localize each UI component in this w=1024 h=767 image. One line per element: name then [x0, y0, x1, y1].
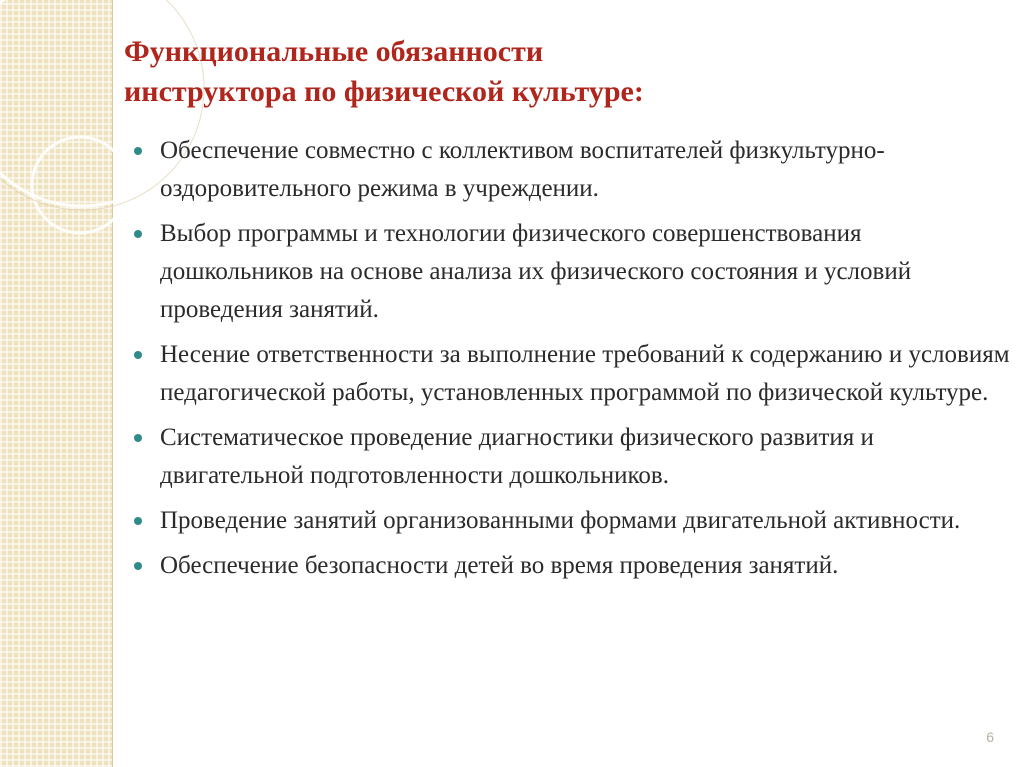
bullet-dot-icon	[134, 517, 142, 525]
bullet-text: Выбор программы и технологии физического совершенствования дошкольников на основе анализа их физического состояния и условий проведения занятий.	[160, 220, 912, 323]
bullet-dot-icon	[134, 230, 142, 238]
page-number: 6	[986, 729, 994, 745]
bullet-dot-icon	[134, 147, 142, 155]
title-line-1: Функциональные обязанности	[124, 35, 544, 68]
bullet-dot-icon	[134, 351, 142, 359]
title-line-2: инструктора по физической культуре:	[124, 75, 644, 108]
bullet-item	[126, 215, 1016, 329]
bullet-item	[126, 132, 1016, 208]
bullet-item	[126, 547, 1016, 585]
bullet-item	[126, 336, 1016, 412]
bullet-text: Проведение занятий организованными формами двигательной активности.	[160, 507, 961, 534]
slide-title	[124, 32, 984, 112]
bullet-text: Обеспечение совместно с коллективом воспитателей физкультурно-оздоровительного режима в учреждении.	[160, 137, 885, 202]
bullet-text: Систематическое проведение диагностики физического развития и двигательной подготовленности дошкольников.	[160, 424, 874, 489]
bullet-item	[126, 502, 1016, 540]
bullet-text: Обеспечение безопасности детей во время проведения занятий.	[160, 552, 839, 579]
bullet-item	[126, 419, 1016, 495]
bullet-text: Несение ответственности за выполнение требований к содержанию и условиям педагогической работы, установленных программой по физической культуре.	[160, 341, 1010, 406]
decorative-ring-small	[32, 137, 128, 233]
bullet-dot-icon	[134, 562, 142, 570]
bullet-dot-icon	[134, 434, 142, 442]
bullet-list	[126, 132, 1016, 592]
